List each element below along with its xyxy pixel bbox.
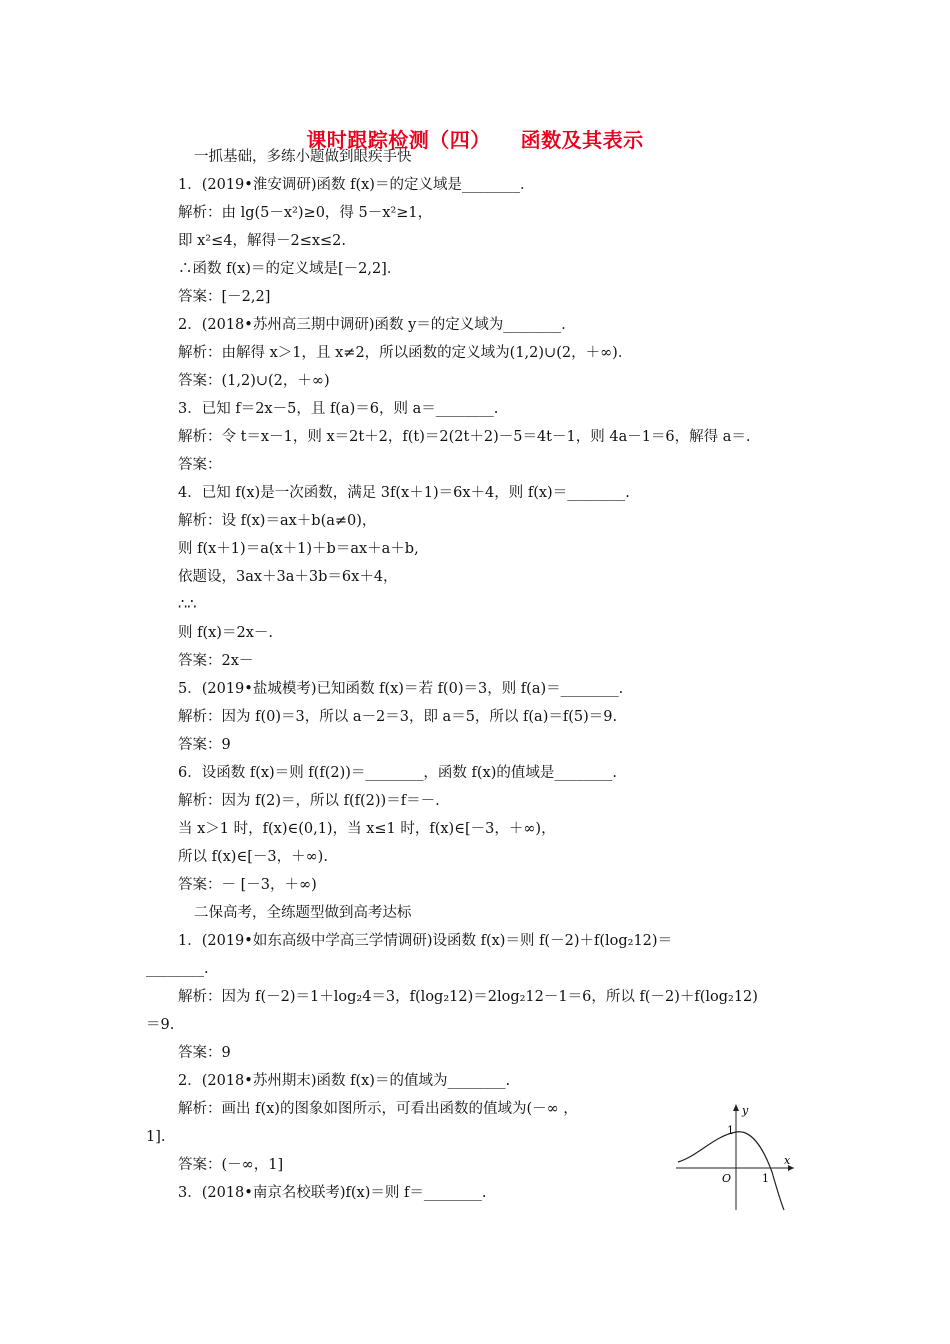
- text-line: 答案：2x－: [178, 653, 254, 669]
- text-line: 即 x²≤4，解得－2≤x≤2.: [178, 233, 347, 249]
- text-line: ________.: [146, 961, 209, 977]
- text-line: 5．(2019•盐城模考)已知函数 f(x)＝若 f(0)＝3，则 f(a)＝________.: [178, 681, 624, 697]
- text-line: 3．(2018•南京名校联考)f(x)＝则 f＝________.: [178, 1185, 487, 1201]
- text-line: 所以 f(x)∈[－3，＋∞).: [178, 849, 328, 865]
- x-axis-label: x: [784, 1154, 791, 1167]
- text-line: 解析：令 t＝x－1，则 x＝2t＋2，f(t)＝2(2t＋2)－5＝4t－1，则 4a－1＝6，解得 a＝.: [178, 429, 751, 445]
- origin-label: O: [722, 1172, 732, 1185]
- section-heading: 一抓基础，多练小题做到眼疾手快: [194, 149, 412, 165]
- text-line: 解析：由解得 x＞1，且 x≠2，所以函数的定义域为(1,2)∪(2，＋∞)．: [178, 345, 633, 361]
- text-line: 2．(2018•苏州高三期中调研)函数 y＝的定义域为________．: [178, 317, 576, 333]
- page-title: 课时跟踪检测（四） 函数及其表示: [306, 128, 644, 152]
- text-line: 答案：: [178, 457, 222, 473]
- text-line: 解析：设 f(x)＝ax＋b(a≠0)，: [178, 513, 377, 529]
- text-line: 解析：由 lg(5－x²)≥0，得 5－x²≥1，: [178, 205, 433, 221]
- section-heading: 二保高考，全练题型做到高考达标: [194, 905, 412, 921]
- text-line: 解析：因为 f(0)＝3，所以 a－2＝3，即 a＝5，所以 f(a)＝f(5)＝9.: [178, 709, 618, 725]
- text-line: 6．设函数 f(x)＝则 f(f(2))＝________，函数 f(x)的值域是________.: [178, 765, 617, 781]
- text-line: ∴∴: [178, 597, 197, 613]
- y-tick-label: 1: [727, 1124, 734, 1137]
- text-line: 答案：9: [178, 1045, 231, 1061]
- text-line: 1．(2019•如东高级中学高三学情调研)设函数 f(x)＝则 f(－2)＋f(log₂12)＝: [178, 933, 673, 949]
- text-line: ∴函数 f(x)＝的定义域是[－2,2]．: [178, 261, 402, 277]
- text-line: ＝9.: [146, 1017, 175, 1033]
- text-line: 解析：因为 f(2)＝，所以 f(f(2))＝f＝－.: [178, 793, 440, 809]
- text-line: 答案：[－2,2]: [178, 289, 271, 305]
- x-tick-label: 1: [762, 1172, 769, 1185]
- text-line: 解析：因为 f(－2)＝1＋log₂4＝3，f(log₂12)＝2log₂12－1＝6，所以 f(－2)＋f(log₂12): [178, 989, 758, 1005]
- text-line: 1．(2019•淮安调研)函数 f(x)＝的定义域是________．: [178, 177, 535, 193]
- text-line: 解析：画出 f(x)的图象如图所示，可看出函数的值域为(－∞ ，: [178, 1101, 578, 1117]
- y-axis-label: y: [742, 1104, 749, 1117]
- text-line: 则 f(x)＝2x－.: [178, 625, 273, 641]
- function-curve: [678, 1132, 784, 1210]
- text-line: 答案：(1,2)∪(2，＋∞): [178, 373, 330, 389]
- text-line: 则 f(x＋1)＝a(x＋1)＋b＝ax＋a＋b,: [178, 541, 419, 557]
- text-line: 当 x＞1 时，f(x)∈(0,1)，当 x≤1 时，f(x)∈[－3，＋∞)，: [178, 821, 556, 837]
- function-graph-figure: [676, 1100, 800, 1212]
- text-line: 答案：－ [－3，＋∞): [178, 877, 317, 893]
- text-line: 4．已知 f(x)是一次函数，满足 3f(x＋1)＝6x＋4，则 f(x)＝________.: [178, 485, 630, 501]
- text-line: 1].: [146, 1129, 166, 1145]
- text-line: 答案：9: [178, 737, 231, 753]
- text-line: 2．(2018•苏州期末)函数 f(x)＝的值域为________.: [178, 1073, 511, 1089]
- text-line: 3．已知 f＝2x－5，且 f(a)＝6，则 a＝________.: [178, 401, 499, 417]
- y-axis-arrow: [733, 1104, 739, 1111]
- text-line: 答案：(－∞，1]: [178, 1157, 284, 1173]
- text-line: 依题设，3ax＋3a＋3b＝6x＋4，: [178, 569, 398, 585]
